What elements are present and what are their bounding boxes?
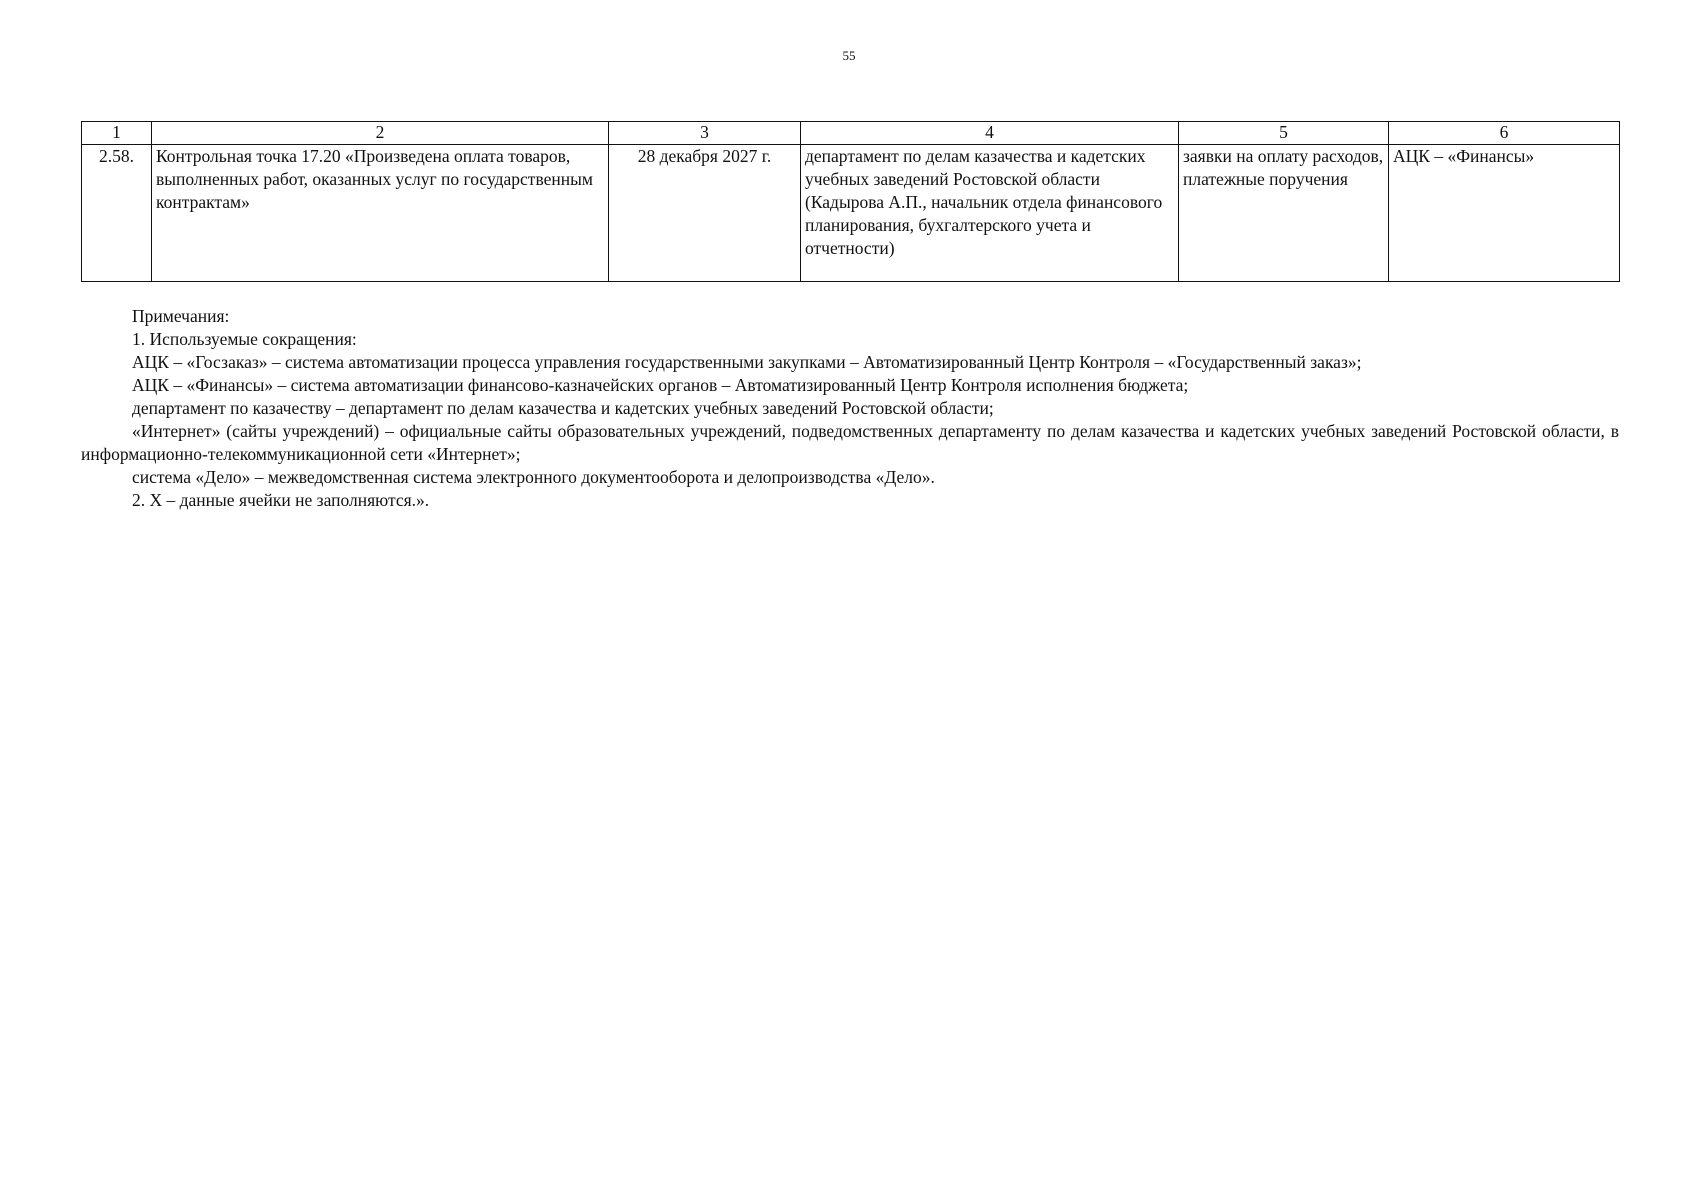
header-col-5: 5 (1179, 122, 1389, 145)
notes-section (81, 305, 1619, 512)
notes-title: Примечания: (132, 306, 230, 326)
abbreviation-goszakaz: АЦК – «Госзаказ» – система автоматизации процесса управления государственными закупками – Автоматизированный Центр Контроля – «Государственный заказ»; (132, 352, 1362, 372)
row-system: АЦК – «Финансы» (1389, 145, 1620, 282)
table-row (82, 145, 1620, 282)
row-number: 2.58. (82, 145, 152, 282)
header-col-2: 2 (152, 122, 609, 145)
header-col-1: 1 (82, 122, 152, 145)
abbreviation-department: департамент по казачеству – департамент по делам казачества и кадетских учебных заведений Ростовской области; (132, 398, 994, 418)
page-number: 55 (842, 48, 856, 63)
row-document: заявки на оплату расходов, платежные поручения (1179, 145, 1389, 282)
header-col-6: 6 (1389, 122, 1620, 145)
abbreviation-finansy: АЦК – «Финансы» – система автоматизации финансово-казначейских органов – Автоматизированный Центр Контроля исполнения бюджета; (132, 375, 1189, 395)
header-col-3: 3 (609, 122, 801, 145)
row-date: 28 декабря 2027 г. (609, 145, 801, 282)
header-col-4: 4 (801, 122, 1179, 145)
notes-item-1: 1. Используемые сокращения: (132, 329, 357, 349)
row-event: Контрольная точка 17.20 «Произведена оплата товаров, выполненных работ, оказанных услуг по государственным контрактам» (152, 145, 609, 282)
abbreviation-internet: «Интернет» (сайты учреждений) – официальные сайты образовательных учреждений, подведомственных департаменту по делам казачества и кадетских учебных заведений Ростовской области, в информационно-телекоммуникационной сети «Интернет»; (81, 421, 1619, 464)
row-responsible: департамент по делам казачества и кадетских учебных заведений Ростовской области (Кадырова А.П., начальник отдела финансового планирования, бухгалтерского учета и отчетности) (801, 145, 1179, 282)
notes-item-2: 2. Х – данные ячейки не заполняются.». (132, 490, 430, 510)
header-row (82, 122, 1620, 145)
plan-table (81, 121, 1620, 282)
abbreviation-delo: система «Дело» – межведомственная система электронного документооборота и делопроизводства «Дело». (132, 467, 935, 487)
